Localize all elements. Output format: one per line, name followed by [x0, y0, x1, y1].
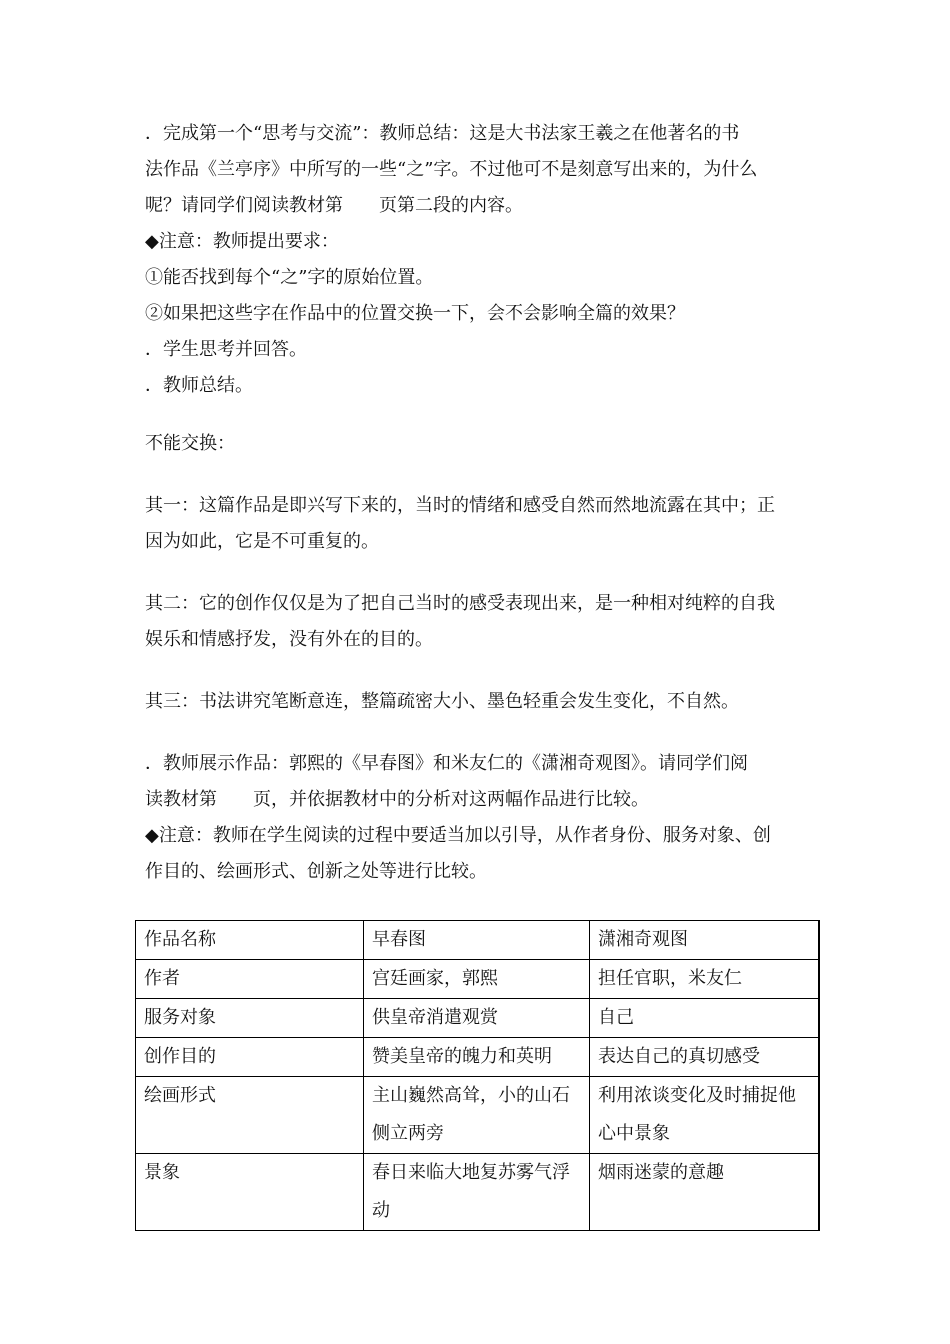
- note-line: ◆注意：教师提出要求：: [145, 231, 339, 252]
- reason-line: 其二：它的创作仅仅是为了把自己当时的感受表现出来，是一种相对纯粹的自我: [145, 593, 775, 614]
- reason-line: 其三：书法讲究笔断意连，整篇疏密大小、墨色轻重会发生变化，不自然。: [145, 691, 739, 712]
- table-cell: 烟雨迷蒙的意趣: [590, 1154, 819, 1231]
- table-row: [136, 1038, 819, 1077]
- table-row: [136, 921, 819, 960]
- table-cell: 供皇帝消遣观赏: [364, 999, 590, 1038]
- step-line: ．学生思考并回答。: [145, 339, 307, 360]
- table-cell: 作者: [136, 960, 364, 999]
- table-cell: 担任官职，米友仁: [590, 960, 819, 999]
- table-cell: 创作目的: [136, 1038, 364, 1077]
- table-cell: 宫廷画家，郭熙: [364, 960, 590, 999]
- table-cell: 自己: [590, 999, 819, 1038]
- paragraph-line: 法作品《兰亭序》中所写的一些“之”字。不过他可不是刻意写出来的，为什么: [145, 159, 758, 180]
- table-cell: 早春图: [364, 921, 590, 960]
- table-cell: 表达自己的真切感受: [590, 1038, 819, 1077]
- step-line: ．教师总结。: [145, 375, 253, 396]
- paragraph-line: 读教材第 页，并依据教材中的分析对这两幅作品进行比较。: [145, 789, 649, 810]
- table-cell: 赞美皇帝的魄力和英明: [364, 1038, 590, 1077]
- table-cell: 景象: [136, 1154, 364, 1231]
- table-cell: 主山巍然高耸，小的山石侧立两旁: [364, 1077, 590, 1154]
- table-row: [136, 999, 819, 1038]
- document-body: [145, 116, 820, 890]
- paragraph-line: 呢？请同学们阅读教材第 页第二段的内容。: [145, 195, 523, 216]
- paragraph-line: ．教师展示作品：郭熙的《早春图》和米友仁的《潇湘奇观图》。请同学们阅: [145, 753, 748, 774]
- requirement-item: ②如果把这些字在作品中的位置交换一下，会不会影响全篇的效果？: [145, 303, 685, 324]
- reason-line: 娱乐和情感抒发，没有外在的目的。: [145, 629, 433, 650]
- table-cell: 春日来临大地复苏雾气浮动: [364, 1154, 590, 1231]
- table-row: [136, 1154, 819, 1231]
- note-line: ◆注意：教师在学生阅读的过程中要适当加以引导，从作者身份、服务对象、创: [145, 825, 771, 846]
- table-row: [136, 960, 819, 999]
- reason-line: 其一：这篇作品是即兴写下来的，当时的情绪和感受自然而然地流露在其中；正: [145, 495, 775, 516]
- table-cell: 服务对象: [136, 999, 364, 1038]
- reason-line: 因为如此，它是不可重复的。: [145, 531, 379, 552]
- paragraph-line: ．完成第一个“思考与交流”：教师总结：这是大书法家王羲之在他著名的书: [145, 123, 740, 144]
- note-line: 作目的、绘画形式、创新之处等进行比较。: [145, 861, 487, 882]
- table-row: [136, 1077, 819, 1154]
- conclusion-heading: 不能交换：: [145, 433, 235, 454]
- table-cell: 潇湘奇观图: [590, 921, 819, 960]
- table-cell: 作品名称: [136, 921, 364, 960]
- comparison-table: [135, 920, 820, 1231]
- table-cell: 利用浓谈变化及时捕捉他心中景象: [590, 1077, 819, 1154]
- table-cell: 绘画形式: [136, 1077, 364, 1154]
- requirement-item: ①能否找到每个“之”字的原始位置。: [145, 267, 434, 288]
